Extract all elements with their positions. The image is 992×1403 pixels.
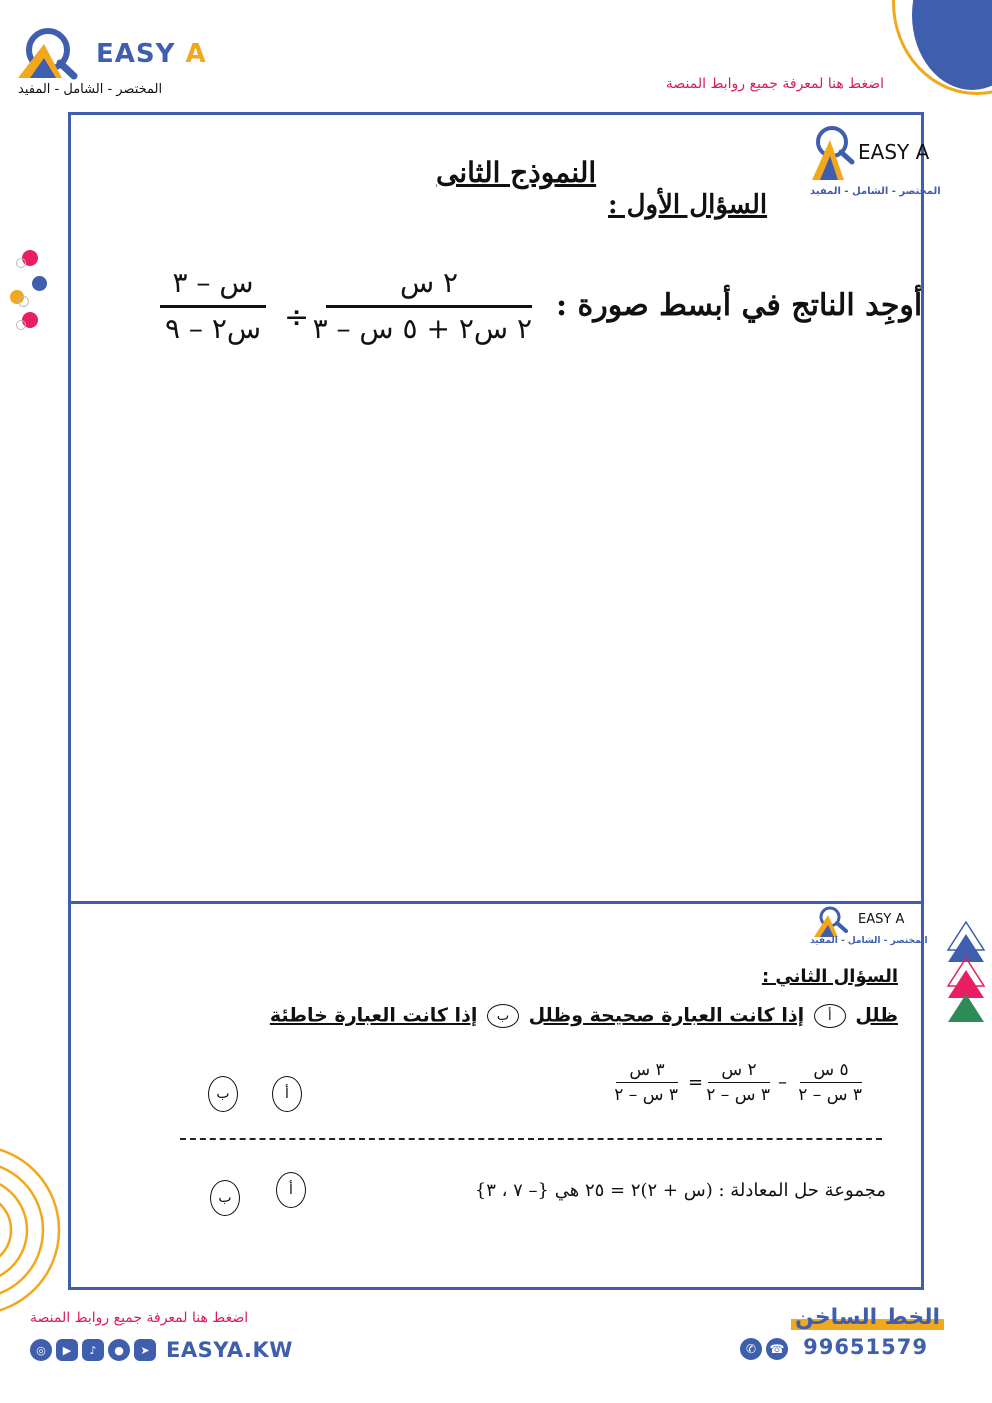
concentric-rings-decoration bbox=[0, 1135, 70, 1325]
sheet-brand-lower: EASY A bbox=[858, 912, 905, 927]
question2-instruction: ظلل أ إذا كانت العبارة صحيحة وظلل ب إذا كانت العبارة خاطئة bbox=[269, 1004, 898, 1027]
tiktok-icon[interactable]: ♪ bbox=[82, 1339, 104, 1361]
website-link[interactable]: EASYA.KW bbox=[166, 1338, 293, 1362]
item1-fraction-2: ٢ س ٣ س – ٢ bbox=[706, 1060, 770, 1105]
header-platform-link[interactable]: اضغط هنا لمعرفة جميع روابط المنصة bbox=[665, 76, 884, 92]
question1-fraction-b bbox=[160, 266, 266, 345]
fraction-a-numerator: ٢ س bbox=[399, 266, 459, 299]
header-tagline: المختصر - الشامل - المفيد bbox=[18, 82, 163, 97]
telegram-icon[interactable]: ➤ bbox=[134, 1339, 156, 1361]
item1-minus: – bbox=[778, 1072, 787, 1093]
item2-statement: مجموعة حل المعادلة : (س + ٢)٢ = ٢٥ هي {– ٧ ، ٣} bbox=[474, 1180, 886, 1201]
question2-label: السؤال الثاني : bbox=[761, 966, 898, 987]
item1-fraction-1: ٥ س ٣ س – ٢ bbox=[798, 1060, 862, 1105]
question1-fraction-a bbox=[312, 266, 532, 345]
item1-choice-b[interactable]: ب bbox=[208, 1076, 238, 1112]
fraction-b-numerator: س – ٣ bbox=[172, 266, 254, 299]
item1-equals: = bbox=[688, 1072, 704, 1093]
item2-choice-a[interactable]: أ bbox=[276, 1172, 306, 1208]
sheet-logo bbox=[810, 124, 858, 184]
item2-choice-b[interactable]: ب bbox=[210, 1180, 240, 1216]
item1-choice-a[interactable]: أ bbox=[272, 1076, 302, 1112]
division-operator: ÷ bbox=[284, 300, 310, 335]
dashed-separator bbox=[180, 1138, 882, 1140]
fraction-a-denominator: ٢ س٢ + ٥ س – ٣ bbox=[326, 305, 532, 345]
phone-icon[interactable]: ☎ bbox=[766, 1338, 788, 1360]
easy-a-logo-icon bbox=[810, 124, 858, 180]
option-b-circle: ب bbox=[487, 1004, 519, 1028]
hotline-label: الخط الساخن bbox=[791, 1305, 944, 1330]
instagram-icon[interactable]: ◎ bbox=[30, 1339, 52, 1361]
brand-prefix: EASY bbox=[96, 39, 176, 69]
item1-fraction-3: ٣ س ٣ س – ٢ bbox=[614, 1060, 678, 1105]
youtube-icon[interactable]: ▶ bbox=[56, 1339, 78, 1361]
header-logo bbox=[16, 26, 207, 82]
snapchat-icon[interactable]: ● bbox=[108, 1339, 130, 1361]
sheet-tagline-lower: المختصر - الشامل - المفيد bbox=[810, 936, 928, 946]
section-divider bbox=[71, 901, 921, 904]
whatsapp-icon[interactable]: ✆ bbox=[740, 1338, 762, 1360]
hotline-number[interactable]: 99651579 bbox=[803, 1335, 928, 1359]
corner-circle-decoration bbox=[912, 0, 992, 90]
question1-prompt: أوجِد الناتج في أبسط صورة : bbox=[556, 288, 923, 323]
footer-platform-link[interactable]: اضغط هنا لمعرفة جميع روابط المنصة bbox=[30, 1310, 249, 1326]
social-links bbox=[30, 1338, 293, 1362]
sheet-tagline: المختصر - الشامل - المفيد bbox=[810, 186, 941, 197]
easy-a-logo-icon bbox=[812, 905, 856, 937]
model-title: النموذج الثانى bbox=[436, 156, 597, 189]
question1-label: السؤال الأول : bbox=[608, 190, 768, 220]
easy-a-logo-icon bbox=[16, 26, 92, 82]
brand-letter: A bbox=[185, 39, 207, 69]
option-a-circle: أ bbox=[814, 1004, 846, 1028]
sheet-brand: EASY A bbox=[858, 140, 930, 164]
fraction-b-denominator: س٢ – ٩ bbox=[160, 305, 266, 345]
